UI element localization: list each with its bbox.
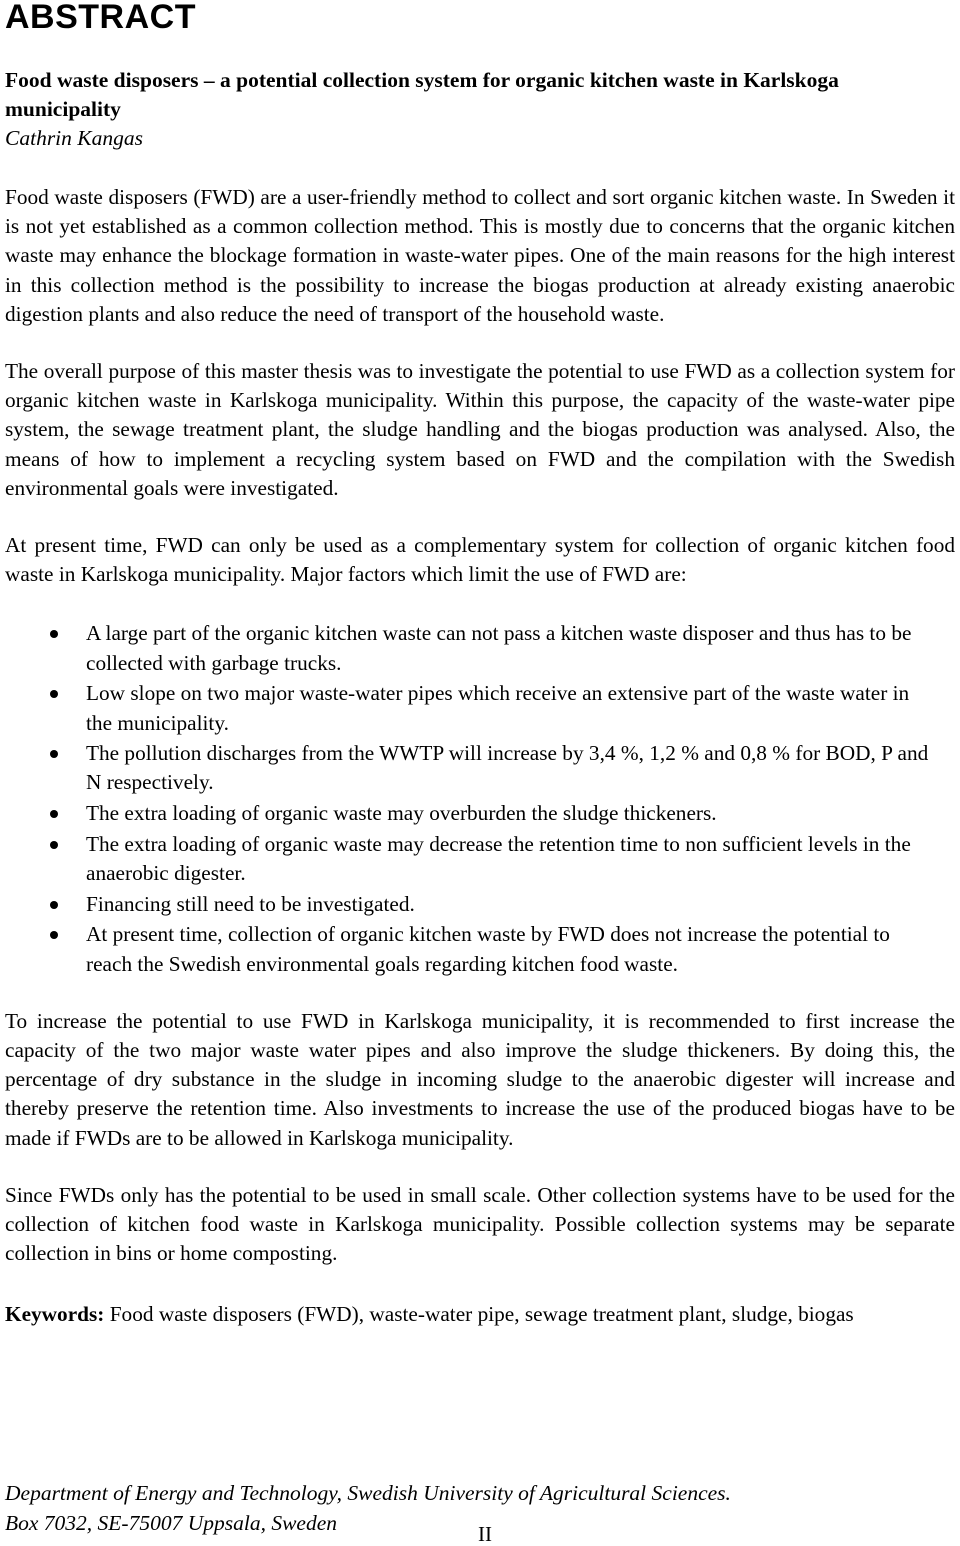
list-item-text: Low slope on two major waste-water pipes which receive an extensive part of the waste water in the municipality. — [86, 681, 910, 735]
keywords-text: Food waste disposers (FWD), waste-water pipe, sewage treatment plant, sludge, biogas — [104, 1301, 854, 1326]
list-item-text: The pollution discharges from the WWTP will increase by 3,4 %, 1,2 % and 0,8 % for BOD, P and N respectively. — [86, 741, 929, 795]
abstract-paragraph-2: The overall purpose of this master thesis was to investigate the potential to use FWD as a collection system for organic kitchen waste in Karlskoga municipality. Within this purpose, the capacity of the waste-water pipe system, the sewage treatment plant, the sludge handling and the biogas production was analysed. Also, the means of how to implement a recycling system based on FWD and the compilation with the Swedish environmental goals were investigated. — [5, 359, 955, 500]
bullet-icon — [50, 750, 58, 758]
limiting-factors-list — [5, 619, 955, 978]
list-item — [5, 679, 955, 737]
list-item — [5, 890, 955, 919]
list-item-text: Financing still need to be investigated. — [86, 891, 415, 916]
footer-address: Box 7032, SE-75007 Uppsala, Sweden — [5, 1511, 338, 1535]
list-item-text: The extra loading of organic waste may decrease the retention time to non sufficient levels in the anaerobic digester. — [86, 831, 911, 886]
page-number: II — [478, 1522, 492, 1546]
thesis-title: Food waste disposers – a potential collection system for organic kitchen waste in Karlskoga municipality — [5, 68, 839, 121]
bullet-icon — [50, 841, 58, 849]
list-item-text: A large part of the organic kitchen waste can not pass a kitchen waste disposer and thus has to be collected with garbage trucks. — [86, 621, 912, 675]
bullet-icon — [50, 931, 58, 939]
list-item — [5, 619, 955, 677]
list-item — [5, 830, 955, 888]
footer-affiliation — [5, 1478, 731, 1538]
abstract-paragraph-3: At present time, FWD can only be used as a complementary system for collection of organic kitchen food waste in Karlskoga municipality. Major factors which limit the use of FWD are: — [5, 533, 955, 587]
list-item — [5, 920, 955, 978]
list-item — [5, 799, 955, 828]
abstract-heading: ABSTRACT — [5, 0, 196, 36]
footer-department: Department of Energy and Technology, Swedish University of Agricultural Sciences. — [5, 1481, 731, 1505]
abstract-paragraph-4: To increase the potential to use FWD in Karlskoga municipality, it is recommended to first increase the capacity of the two major waste water pipes and also improve the sludge thickeners. By doing this, the percentage of dry substance in the sludge in incoming sludge to the anaerobic digester will increase and thereby preserve the retention time. Also investments to increase the use of the produced biogas have to be made if FWDs are to be allowed in Karlskoga municipality. — [5, 1008, 955, 1150]
list-item-text: At present time, collection of organic kitchen waste by FWD does not increase the potential to reach the Swedish environmental goals regarding kitchen food waste. — [86, 922, 890, 976]
abstract-paragraph-1: Food waste disposers (FWD) are a user-friendly method to collect and sort organic kitchen waste. In Sweden it is not yet established as a common collection method. This is mostly due to concerns that the organic kitchen waste may enhance the blockage formation in waste-water pipes. One of the main reasons for the high interest in this collection method is the possibility to increase the biogas production at already existing anaerobic digestion plants and also reduce the need of transport of the household waste. — [5, 185, 955, 326]
bullet-icon — [50, 690, 58, 698]
list-item — [5, 739, 955, 797]
thesis-author: Cathrin Kangas — [5, 126, 143, 150]
bullet-icon — [50, 901, 58, 909]
bullet-icon — [50, 810, 58, 818]
list-item-text: The extra loading of organic waste may overburden the sludge thickeners. — [86, 801, 717, 826]
bullet-icon — [50, 630, 58, 638]
abstract-paragraph-5: Since FWDs only has the potential to be used in small scale. Other collection systems have to be used for the collection of kitchen food waste in Karlskoga municipality. Possible collection systems may be separate collection in bins or home composting. — [5, 1182, 955, 1266]
document-page — [5, 0, 955, 1329]
keywords-line — [5, 1300, 955, 1329]
keywords-label: Keywords: — [5, 1301, 105, 1326]
